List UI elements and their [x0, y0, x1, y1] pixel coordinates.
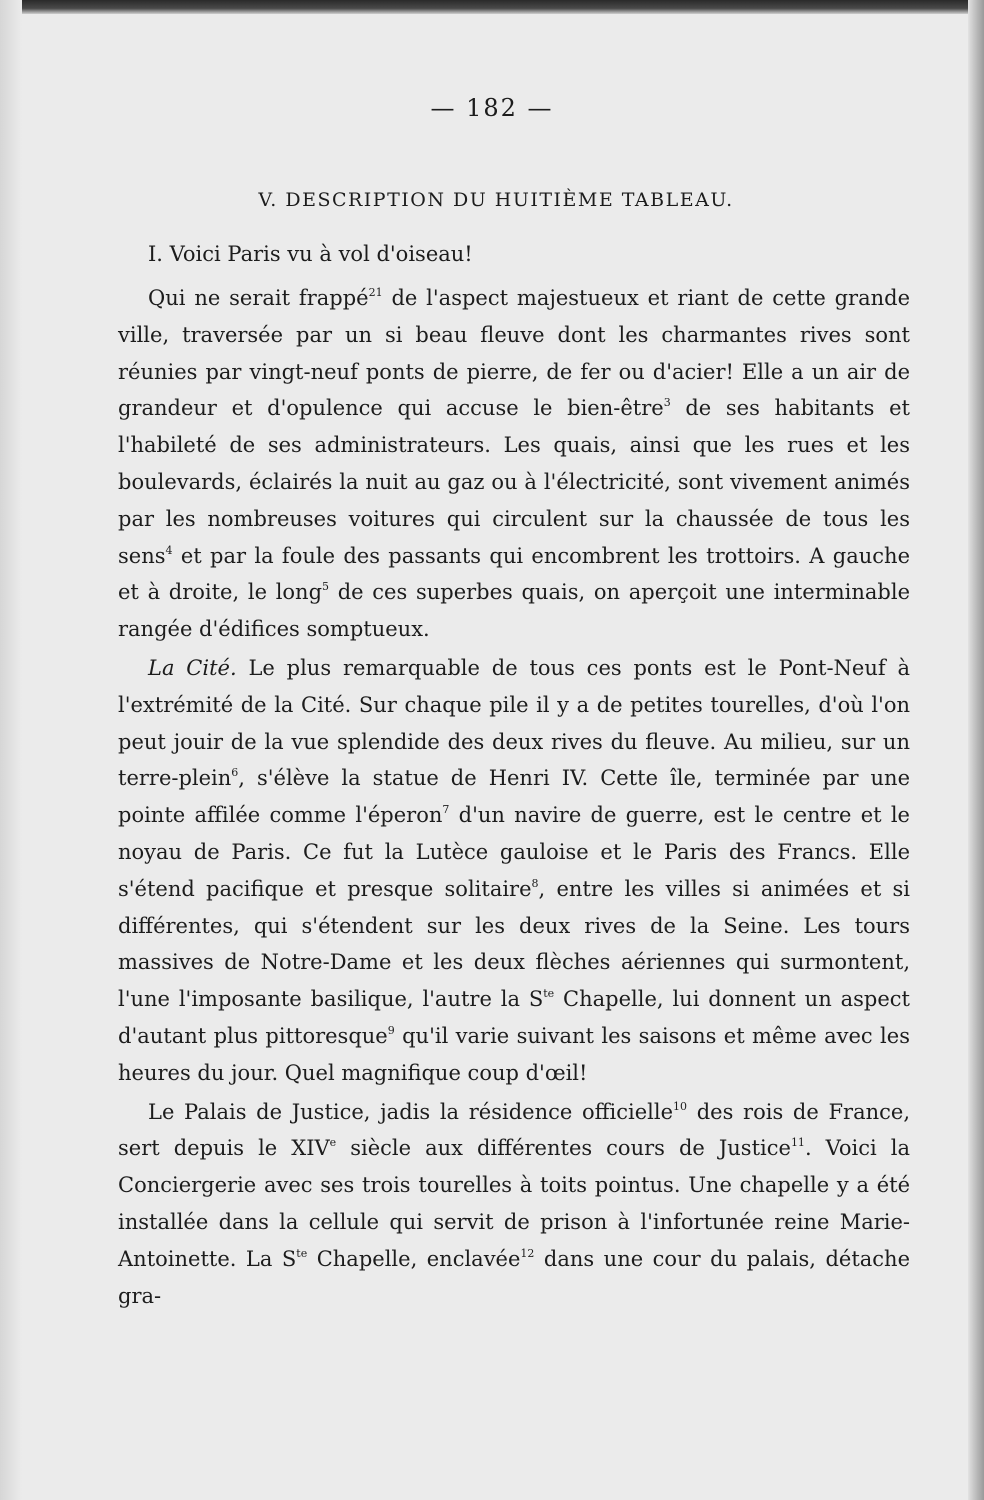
page-number: — 182 —: [430, 94, 554, 122]
text-segment: de l'aspect majestueux et riant de cette grande ville, traversée par un si beau fleuve dont les charmantes rives sont réunies par vingt-neuf ponts de pierre, de fer ou d'acier! Elle a un air de grandeur et d'opulence qui accuse le bien-être: [118, 286, 911, 421]
intro-line: I. Voici Paris vu à vol d'oiseau!: [148, 242, 473, 266]
book-page: [118, 88, 910, 1314]
text-segment: Chapelle, enclavée: [307, 1246, 521, 1271]
footnote-marker: 8: [531, 876, 539, 890]
text-segment: Qui ne serait frappé: [148, 286, 369, 310]
text-segment: siècle aux différentes cours de Justice: [336, 1136, 791, 1161]
text-segment: dans une cour du palais, détache gra-: [118, 1246, 911, 1308]
page-right-edge: [968, 0, 984, 1500]
footnote-marker: 7: [442, 803, 450, 817]
footnote-marker: 10: [673, 1099, 688, 1113]
text-segment: des rois de France, sert depuis le XIV: [118, 1099, 910, 1161]
paragraph-la-cite: [118, 650, 910, 1092]
text-segment: de ses habitants et l'habileté de ses administrateurs. Les quais, ainsi que les rues et les boulevards, éclairés la nuit au gaz ou à l'électricité, sont vivement animés par les nombreuses voitures qui circulent sur la chaussée de tous les sens: [118, 396, 910, 568]
footnote-marker: e: [329, 1136, 337, 1150]
paragraph-view: [118, 280, 910, 648]
footnote-marker: 4: [165, 543, 173, 557]
text-segment: Le Palais de Justice, jadis la résidence officielle: [148, 1099, 674, 1124]
footnote-marker: 5: [322, 580, 330, 594]
page-left-shadow: [0, 0, 22, 1500]
footnote-marker: 6: [231, 766, 239, 780]
footnote-marker: te: [543, 987, 555, 1001]
paragraph-palais: [118, 1094, 910, 1315]
footnote-marker: 3: [663, 396, 671, 410]
footnote-marker: 21: [368, 286, 383, 299]
text-segment: Chapelle, lui donnent un aspect d'autant plus pittoresque: [118, 987, 910, 1048]
text-segment: . Voici la Conciergerie avec ses trois tourelles à toits pointus. Une chapelle y a été installée dans la cellule qui servit de prison à l'infortunée reine Marie-Antoinette. La S: [118, 1136, 910, 1271]
text-segment: , s'élève la statue de Henri IV. Cette île, terminée par une pointe affilée comme l'éperon: [118, 766, 910, 828]
text-segment: et par la foule des passants qui encombrent les trottoirs. A gauche et à droite, le long: [118, 543, 910, 605]
paragraph-heading: La Cité.: [148, 655, 237, 680]
text-segment: qu'il varie suivant les saisons et même avec les heures du jour. Quel magnifique coup d'œil!: [118, 1023, 910, 1085]
text-segment: d'un navire de guerre, est le centre et le noyau de Paris. Ce fut la Lutèce gauloise et le Paris des Francs. Elle s'étend pacifique et presque solitaire: [118, 803, 910, 901]
footnote-marker: 9: [387, 1023, 395, 1037]
section-title: V. DESCRIPTION DU HUITIÈME TABLEAU.: [258, 189, 734, 211]
footnote-marker: 12: [520, 1246, 535, 1260]
footnote-marker: te: [296, 1246, 308, 1260]
page-top-edge: [0, 0, 984, 14]
footnote-marker: 11: [790, 1136, 805, 1150]
text-segment: , entre les villes si animées et si différentes, qui s'étendent sur les deux rives de la Seine. Les tours massives de Notre-Dame et les deux flèches aériennes qui surmontent, l'une l'imposante basilique, l'autre la S: [118, 876, 910, 1012]
text-segment: Le plus remarquable de tous ces ponts est le Pont-Neuf à l'extrémité de la Cité. Sur chaque pile il y a de petites tourelles, d'où l'on peut jouir de la vue splendide des deux rives du fleuve. Au milieu, sur un terre-plein: [118, 655, 910, 791]
text-segment: de ces superbes quais, on aperçoit une interminable rangée d'édifices somptueux.: [118, 580, 910, 642]
